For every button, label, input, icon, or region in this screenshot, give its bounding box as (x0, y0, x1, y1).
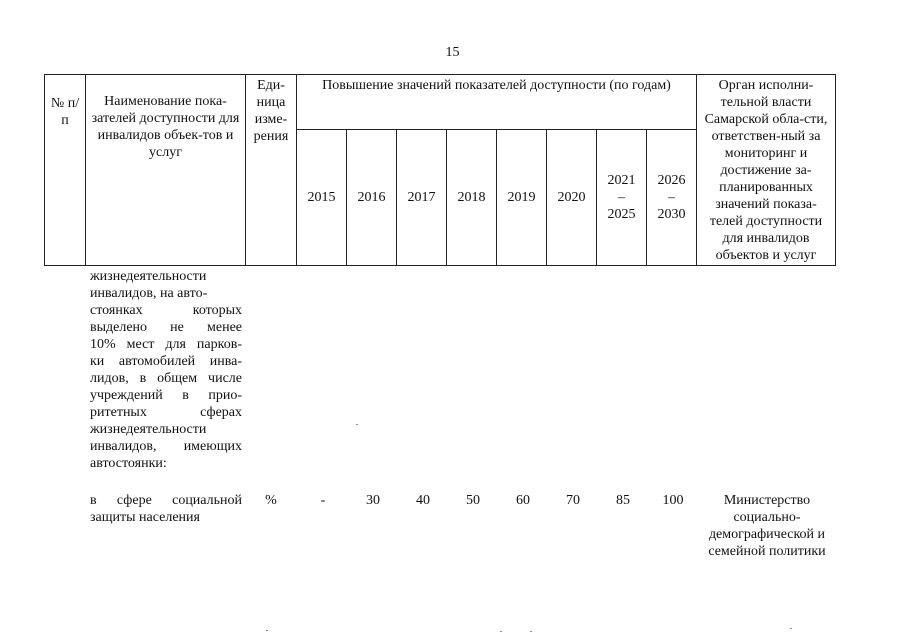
value-2026-2030: 100 (662, 493, 684, 508)
header-col-group (296, 74, 697, 130)
header-year-range-2021-2025 (596, 129, 647, 266)
indicator-name-line: учреждений в прио- (90, 388, 242, 403)
year-range-dash: – (668, 190, 675, 205)
indicator-name-line: защиты населения (90, 510, 200, 525)
scan-speck (266, 630, 268, 631)
year-range-to: 2030 (657, 207, 686, 222)
header-year-label: 2017 (407, 190, 436, 205)
header-col-unit (245, 74, 297, 266)
year-range-to: 2025 (607, 207, 636, 222)
header-col-org (696, 74, 836, 266)
scan-speck (790, 628, 792, 629)
header-year-label: 2020 (557, 190, 586, 205)
header-year-label: 2015 (307, 190, 336, 205)
indicator-name-line: инвалидов, имеющих (90, 439, 242, 454)
year-range-from: 2026 (657, 173, 686, 188)
scan-speck (356, 424, 358, 425)
header-year-label: 2018 (457, 190, 486, 205)
header-col-number (44, 74, 86, 266)
value-2016: 30 (366, 493, 380, 508)
header-col-name (85, 74, 246, 266)
responsible-organ: Министерство социально-демографической и семейной политики (708, 493, 826, 559)
year-range-dash: – (618, 190, 625, 205)
header-year-2015 (296, 129, 347, 266)
value-2019: 60 (516, 493, 530, 508)
indicator-name-line: стоянках которых (90, 303, 242, 318)
indicator-name-line: ки автомобилей инва- (90, 354, 242, 369)
header-year-2019 (496, 129, 547, 266)
header-col-org-label: Орган исполни-тельной власти Самарской обла-сти, ответствен-ный за мониторинг и достижение за-планированных значений показа-телей доступности для инвалидов объектов и услуг (704, 78, 828, 263)
header-year-label: 2019 (507, 190, 536, 205)
header-col-unit-label: Еди-ница изме-рения (253, 78, 289, 144)
header-year-2018 (446, 129, 497, 266)
page-number: 15 (445, 45, 460, 60)
value-2017: 40 (416, 493, 430, 508)
header-year-2017 (396, 129, 447, 266)
indicator-name-line: выделено не менее (90, 320, 242, 335)
scan-speck (530, 631, 532, 632)
indicator-name-line: ритетных сферах (90, 405, 242, 420)
header-year-2020 (546, 129, 597, 266)
value-2021-2025: 85 (616, 493, 630, 508)
indicator-name-line: жизнедеятельности (90, 269, 207, 284)
value-2018: 50 (466, 493, 480, 508)
indicator-unit: % (265, 493, 277, 508)
indicator-name-line: 10% мест для парков- (90, 337, 242, 352)
header-col-name-label: Наименование пока-зателей доступности для инвалидов объек-тов и услуг (91, 94, 240, 160)
indicator-name-line: жизнедеятельности (90, 422, 207, 437)
header-col-group-label: Повышение значений показателей доступности (по годам) (322, 78, 671, 93)
header-year-label: 2016 (357, 190, 386, 205)
scan-speck (500, 631, 502, 632)
indicator-name-line: в сфере социальной (90, 493, 242, 508)
indicator-name-continuation (90, 268, 242, 472)
header-year-2016 (346, 129, 397, 266)
indicator-name-line: автостоянки: (90, 456, 167, 471)
value-2020: 70 (566, 493, 580, 508)
indicator-row-social-protection (90, 492, 242, 526)
indicator-name-line: лидов, в общем числе (90, 371, 242, 386)
header-col-number-label: № п/п (50, 96, 80, 128)
value-2015: - (320, 493, 326, 508)
header-year-range-2026-2030 (646, 129, 697, 266)
indicator-name-line: инвалидов, на авто- (90, 286, 208, 301)
year-range-from: 2021 (607, 173, 636, 188)
